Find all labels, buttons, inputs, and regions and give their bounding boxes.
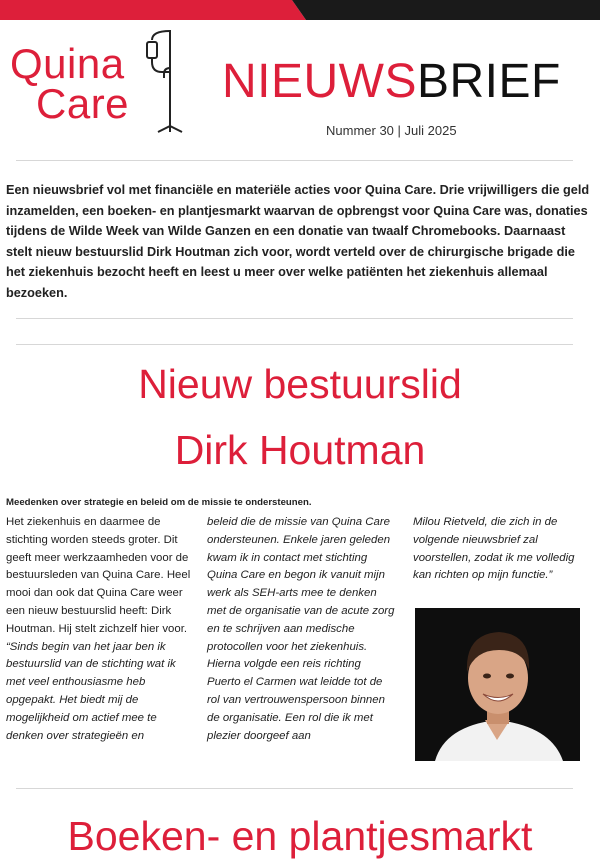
issue-number: Nummer 30 | Juli 2025 <box>326 123 457 138</box>
column-1-quote: “Sinds begin van het jaar ben ik bestuurslid van de stichting wat ik met veel enthousiasme heb opgepakt. Het biedt mij de mogelijkheid om actief mee te denken over strategieën en <box>6 640 176 742</box>
logo-line-2: Care <box>36 80 130 127</box>
column-1-text: Het ziekenhuis en daarmee de stichting worden steeds groter. Dit geeft meer werkzaamheden voor de bestuursleden van Quina Care. Heel mooi dan ook dat Quina Care weer een nieuw bestuurslid heeft: Dirk Houtman. Hij stelt zichzelf hier voor. <box>6 516 191 635</box>
divider <box>16 344 573 345</box>
logo-line-1: Quina <box>10 40 125 87</box>
logo-wordmark <box>10 40 130 127</box>
quina-care-logo <box>10 28 190 138</box>
article-column-2 <box>207 514 397 745</box>
column-2-text: beleid die de missie van Quina Care ondersteunen. Enkele jaren geleden kwam ik in contact met stichting Quina Care en begon ik vanuit mijn werk als SEH-arts mee te denken met de organisatie van de acute zorg en te schrijven aan medische protocollen voor het ziekenhuis. Hierna volgde een reis richting Puerto el Carmen wat leidde tot de rol van vertrouwenspersoon binnen de organisatie. Een rol die ik met plezier doorgeef aan <box>207 516 395 742</box>
title-nieuws: NIEUWS <box>222 55 417 108</box>
divider <box>16 788 573 789</box>
title-brief: BRIEF <box>417 55 561 108</box>
divider <box>16 160 573 161</box>
article-column-3 <box>413 514 588 585</box>
iv-drip-stand-icon <box>142 28 192 134</box>
article-column-1 <box>6 514 196 745</box>
article-headline-line-1: Nieuw bestuurslid <box>138 361 462 407</box>
divider <box>16 318 573 319</box>
top-color-bar <box>0 0 600 20</box>
column-3-text: Milou Rietveld, die zich in de volgende nieuwsbrief zal voorstellen, zodat ik me volledig kan richten op mijn functie.” <box>413 516 575 582</box>
newsletter-title <box>222 56 561 108</box>
portrait-photo <box>415 608 580 761</box>
article-subheading: Meedenken over strategie en beleid om de missie te ondersteunen. <box>6 497 312 508</box>
intro-paragraph: Een nieuwsbrief vol met financiële en materiële acties voor Quina Care. Drie vrijwilligers die geld inzamelden, een boeken- en plantjesmarkt waarvan de opbrengst voor Quina Care was, donaties tijdens de Wilde Week van Wilde Ganzen en een donatie van twaalf Chromebooks. Daarnaast stelt nieuw bestuurslid Dirk Houtman zich voor, wordt verteld over de chirurgische brigade die het ziekenhuis bezocht heeft en leest u meer over welke patiënten het ziekenhuis allemaal bezoeken. <box>6 183 590 300</box>
article-headline-line-2: Dirk Houtman <box>174 427 426 473</box>
next-article-headline: Boeken- en plantjesmarkt <box>67 813 533 859</box>
